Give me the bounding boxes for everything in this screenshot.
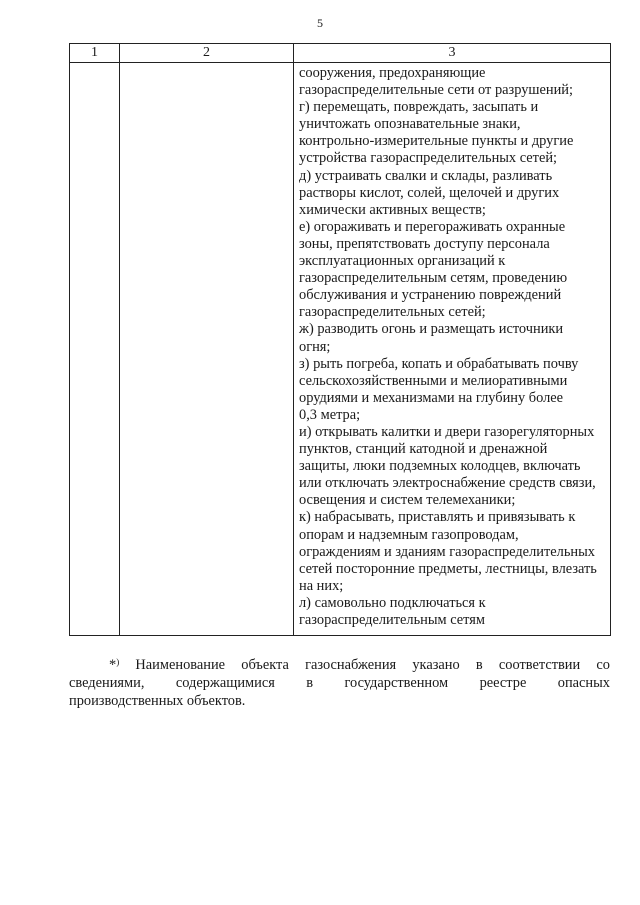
text-line: или отключать электроснабжение средств связи,: [299, 475, 596, 492]
text-line: зоны, препятствовать доступу персонала: [299, 235, 550, 252]
text-line: газораспределительным сетям, проведению: [299, 270, 568, 287]
text-line: л) самовольно подключаться к: [299, 594, 486, 611]
column-header-3: 3: [294, 44, 611, 63]
text-line: газораспределительным сетям: [299, 612, 486, 628]
footnote-line: [69, 653, 610, 674]
text-line: газораспределительных сетей;: [299, 304, 486, 321]
table-cell-col3: [294, 63, 611, 636]
table-row: [70, 63, 611, 636]
footnote-text-line1: Наименование объекта газоснабжения указано в соответствии со: [135, 657, 610, 673]
text-line: пунктов, станций катодной и дренажной: [299, 441, 548, 458]
text-line: е) огораживать и перегораживать охранные: [299, 218, 566, 235]
table-cell-col1: [70, 63, 120, 636]
text-line: освещения и систем телемеханики;: [299, 492, 516, 509]
text-line: и) открывать калитки и двери газорегуляторных: [299, 423, 595, 440]
text-line: устройства газораспределительных сетей;: [299, 150, 558, 167]
column-header-2: 2: [120, 44, 294, 63]
footnote-marker: *: [109, 657, 117, 673]
text-line: орудиями и механизмами на глубину более: [299, 389, 564, 406]
text-line: г) перемещать, повреждать, засыпать и: [299, 99, 539, 116]
requirements-table: [69, 43, 611, 636]
text-line: сельскохозяйственными и мелиоративными: [299, 372, 568, 389]
text-line: на них;: [299, 577, 344, 594]
text-line: огня;: [299, 338, 331, 355]
text-line: эксплуатационных организаций к: [299, 253, 506, 270]
footnote: [69, 653, 610, 710]
column-header-1: 1: [70, 44, 120, 63]
text-line: к) набрасывать, приставлять и привязывать к: [299, 509, 576, 526]
text-line: газораспределительные сети от разрушений;: [299, 82, 573, 99]
page-number: 5: [317, 16, 323, 30]
text-line: химически активных веществ;: [299, 201, 486, 218]
text-line: сооружения, предохраняющие: [299, 65, 486, 81]
footnote-marker-sup: ): [116, 657, 120, 667]
text-line: з) рыть погреба, копать и обрабатывать почву: [299, 355, 579, 372]
footnote-text-line3: производственных объектов.: [69, 693, 246, 709]
text-line: д) устраивать свалки и склады, разливать: [299, 167, 553, 184]
table-cell-col2: [120, 63, 294, 636]
text-line: уничтожать опознавательные знаки,: [299, 116, 521, 133]
text-line: контрольно-измерительные пункты и другие: [299, 133, 574, 150]
table-header-row: [70, 44, 611, 63]
text-line: защиты, люки подземных колодцев, включать: [299, 458, 581, 475]
prohibitions-text: [294, 63, 610, 635]
text-line: обслуживания и устранению повреждений: [299, 287, 562, 304]
text-line: ограждениям и зданиям газораспределительных: [299, 543, 595, 560]
footnote-text-line2: сведениями, содержащимися в государственном реестре опасных: [69, 675, 610, 691]
text-line: 0,3 метра;: [299, 406, 361, 423]
text-line: ж) разводить огонь и размещать источники: [299, 321, 564, 338]
text-line: растворы кислот, солей, щелочей и других: [299, 184, 560, 201]
text-line: опорам и надземным газопроводам,: [299, 526, 519, 543]
text-line: сетей посторонние предметы, лестницы, влезать: [299, 560, 597, 577]
